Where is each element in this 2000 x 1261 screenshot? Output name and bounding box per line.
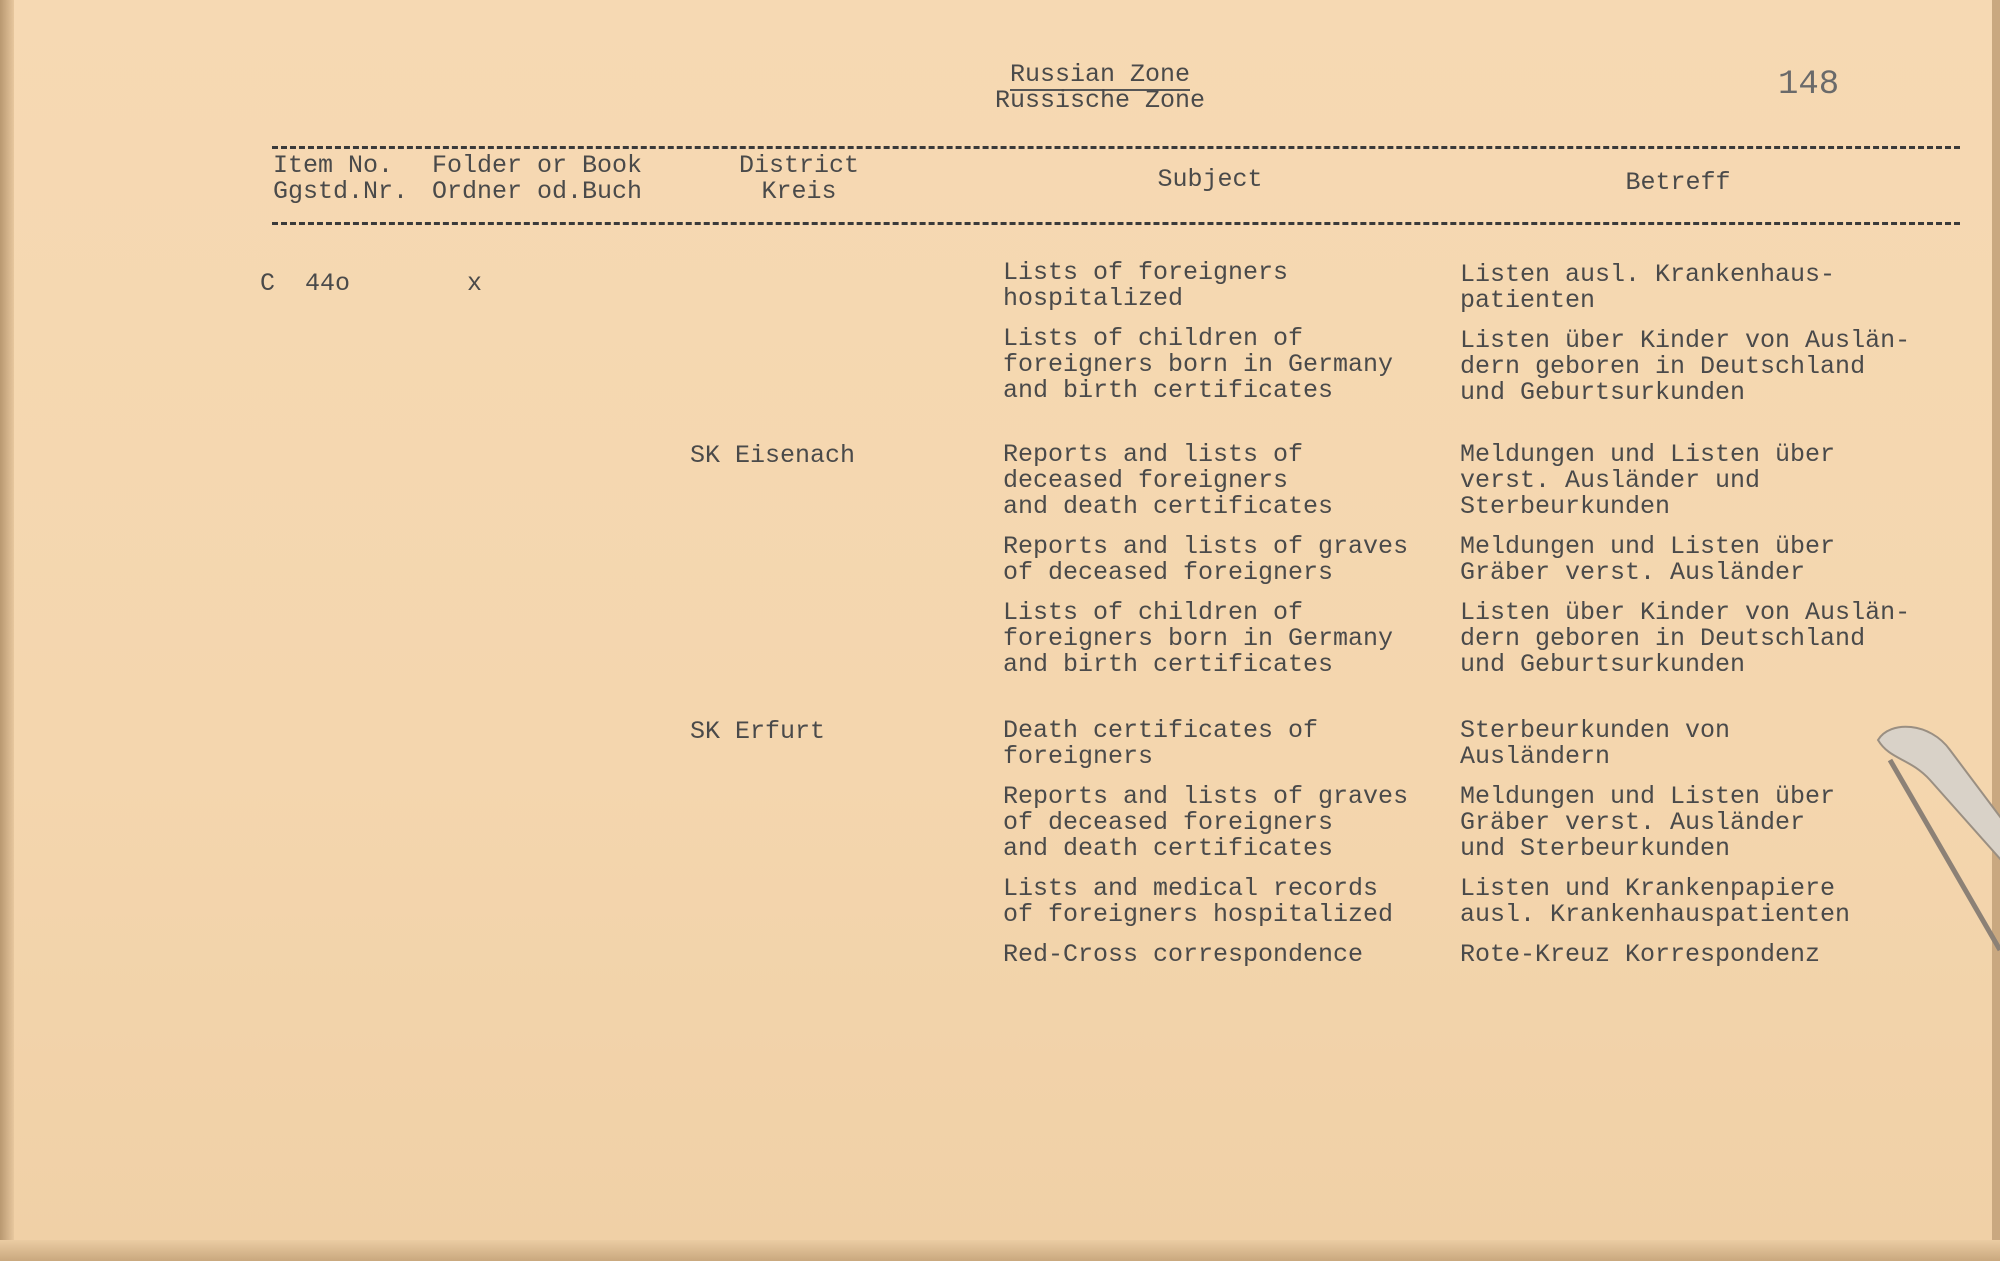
page-left-edge: [0, 0, 14, 1261]
column-header-item: Item No. Ggstd.Nr.: [273, 151, 409, 206]
page-right-edge: [1992, 0, 2000, 1261]
subject-row: Lists of children of foreigners born in Germany and birth certificates: [1003, 324, 1394, 405]
betreff-row: Listen über Kinder von Auslän- dern geboren in Deutschland und Geburtsurkunden: [1460, 326, 1911, 407]
header-rule-bottom: [272, 222, 1960, 225]
item-number: C 44o: [260, 269, 351, 298]
subject-row: Reports and lists of graves of deceased foreigners and death certificates: [1003, 782, 1409, 863]
zone-title-en: Russian Zone: [1009, 60, 1191, 89]
betreff-row: Listen über Kinder von Auslän- dern geboren in Deutschland und Geburtsurkunden: [1460, 598, 1911, 679]
betreff-row: Sterbeurkunden von Ausländern: [1460, 716, 1731, 771]
header-rule-top: [272, 146, 1960, 149]
subject-row: Lists of foreigners hospitalized: [1003, 258, 1289, 313]
column-header-district: District Kreis: [738, 151, 860, 206]
folder-mark: x: [467, 269, 483, 298]
betreff-row: Meldungen und Listen über Gräber verst. Ausländer und Sterbeurkunden: [1460, 782, 1836, 863]
betreff-row: Meldungen und Listen über Gräber verst. Ausländer: [1460, 532, 1836, 587]
betreff-row: Listen ausl. Krankenhaus- patienten: [1460, 260, 1836, 315]
column-header-subject: Subject: [1157, 165, 1263, 194]
betreff-row: Rote-Kreuz Korrespondenz: [1460, 940, 1821, 969]
page-bottom-edge: [0, 1240, 2000, 1261]
zone-heading: [970, 62, 1230, 114]
district-eisenach: SK Eisenach: [690, 441, 856, 470]
subject-row: Reports and lists of deceased foreigners and death certificates: [1003, 440, 1334, 521]
column-header-betreff: Betreff: [1625, 168, 1731, 197]
subject-row: Red-Cross correspondence: [1003, 940, 1364, 969]
district-erfurt: SK Erfurt: [690, 717, 826, 746]
betreff-row: Listen und Krankenpapiere ausl. Krankenhauspatienten: [1460, 874, 1851, 929]
subject-row: Lists and medical records of foreigners hospitalized: [1003, 874, 1394, 929]
column-header-folder: Folder or Book Ordner od.Buch: [432, 151, 643, 206]
subject-row: Death certificates of foreigners: [1003, 716, 1319, 771]
betreff-row: Meldungen und Listen über verst. Ausländer und Sterbeurkunden: [1460, 440, 1836, 521]
page-number: 148: [1778, 66, 1840, 104]
zone-title-de: Russische Zone: [994, 86, 1206, 115]
subject-row: Lists of children of foreigners born in Germany and birth certificates: [1003, 598, 1394, 679]
subject-row: Reports and lists of graves of deceased foreigners: [1003, 532, 1409, 587]
